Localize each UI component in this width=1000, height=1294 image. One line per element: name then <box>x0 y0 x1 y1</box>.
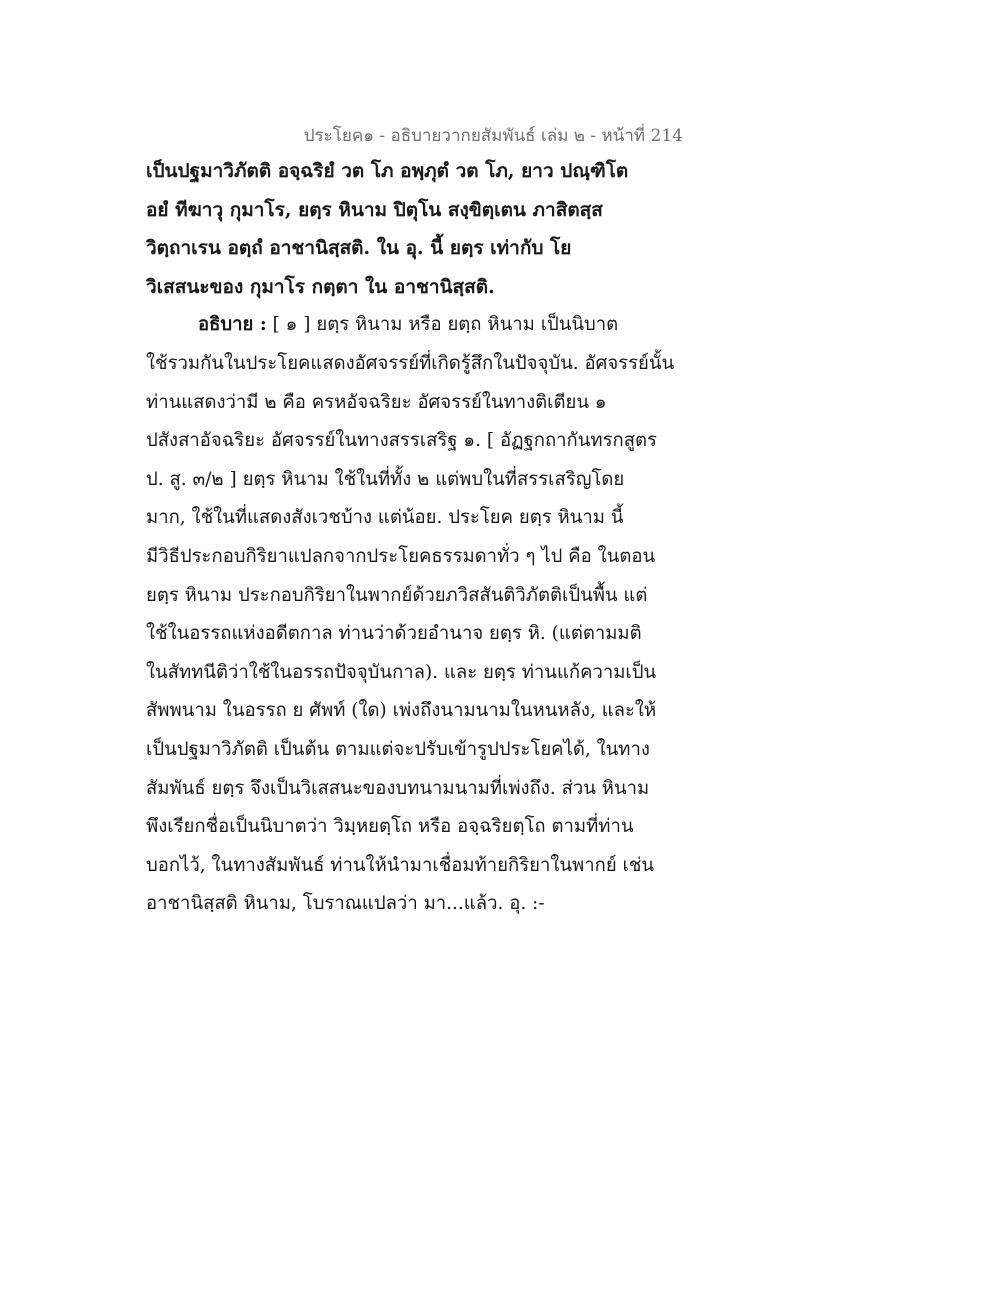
text-line: บอกไว้, ในทางสัมพันธ์ ท่านให้นำมาเชื่อมท้ายกิริยาในพากย์ เช่น <box>146 854 655 876</box>
text-line: มาก, ใช้ในที่แสดงสังเวชบ้าง แต่น้อย. ประโยค ยตฺร หินาม นี้ <box>146 507 624 529</box>
text-line: อาชานิสฺสติ หินาม, โบราณแปลว่า มา...แล้ว. อุ. :- <box>146 893 545 915</box>
text-line: ในสัททนีติว่าใช้ในอรรถปัจจุบันกาล). และ ยตฺร ท่านแก้ความเป็น <box>146 661 657 683</box>
text-line: เป็นปฐมาวิภัตติ เป็นต้น ตามแต่จะปรับเข้ารูปประโยคได้, ในทาง <box>146 738 650 760</box>
text-line: ใช้ในอรรถแห่งอดีตกาล ท่านว่าด้วยอำนาจ ยตฺร หิ. (แต่ตามมติ <box>146 623 642 645</box>
text-line: มีวิธีประกอบกิริยาแปลกจากประโยคธรรมดาทั่ว ๆ ไป คือ ในตอน <box>146 545 656 567</box>
text-line: วิตฺถาเรน อตฺถํ อาชานิสฺสติ. ใน อุ. นี้ ยตฺร เท่ากับ โย <box>146 237 572 260</box>
text-line: อยํ ทีฆาวุ กุมาโร, ยตฺร หินาม ปิตุโน สงฺขิตฺเตน ภาสิตสฺส <box>146 198 603 221</box>
paragraph-first-text: [ ๑ ] ยตฺร หินาม หรือ ยตฺถ หินาม เป็นนิบาต <box>266 314 619 336</box>
running-header: ประโยค๑ - อธิบายวากยสัมพันธ์ เล่ม ๒ - หน้าที่ 214 <box>303 126 683 146</box>
text-line: ยตฺร หินาม ประกอบกิริยาในพากย์ด้วยภวิสสันติวิภัตติเป็นพื้น แต่ <box>146 584 648 606</box>
text-line: ท่านแสดงว่ามี ๒ คือ ครหอัจฉริยะ อัศจรรย์ในทางติเตียน ๑ <box>146 391 607 413</box>
text-line: พึงเรียกชื่อเป็นนิบาตว่า วิมฺหยตฺโถ หรือ อจฺฉริยตฺโถ ตามที่ท่าน <box>146 816 634 838</box>
text-line: ป. สู. ๓/๒ ] ยตฺร หินาม ใช้ในที่ทั้ง ๒ แต่พบในที่สรรเสริญโดย <box>146 468 625 490</box>
text-line: ปสังสาอัจฉริยะ อัศจรรย์ในทางสรรเสริฐ ๑. [ อัฏฐกถากันทรกสูตร <box>146 430 657 452</box>
text-line: เป็นปฐมาวิภัตติ อจฺฉริยํ วต โภ อพฺภุตํ วต โภ, ยาว ปณฺฑิโต <box>146 160 629 182</box>
text-line: วิเสสนะของ กุมาโร กตฺตา ใน อาชานิสฺสติ. <box>146 275 495 298</box>
text-line: สัพพนาม ในอรรถ ย ศัพท์ (ใด) เพ่งถึงนามนามในหนหลัง, และให้ <box>146 700 657 722</box>
body-text <box>146 152 706 924</box>
text-line: สัมพันธ์ ยตฺร จึงเป็นวิเสสนะของบทนามนามที่เพ่งถึง. ส่วน หินาม <box>146 777 650 799</box>
explanation-term: อธิบาย : <box>198 314 267 336</box>
paragraph-first-line <box>146 306 706 345</box>
text-line: ใช้รวมกันในประโยคแสดงอัศจรรย์ที่เกิดรู้สึกในปัจจุบัน. อัศจรรย์นั้น <box>146 352 675 374</box>
